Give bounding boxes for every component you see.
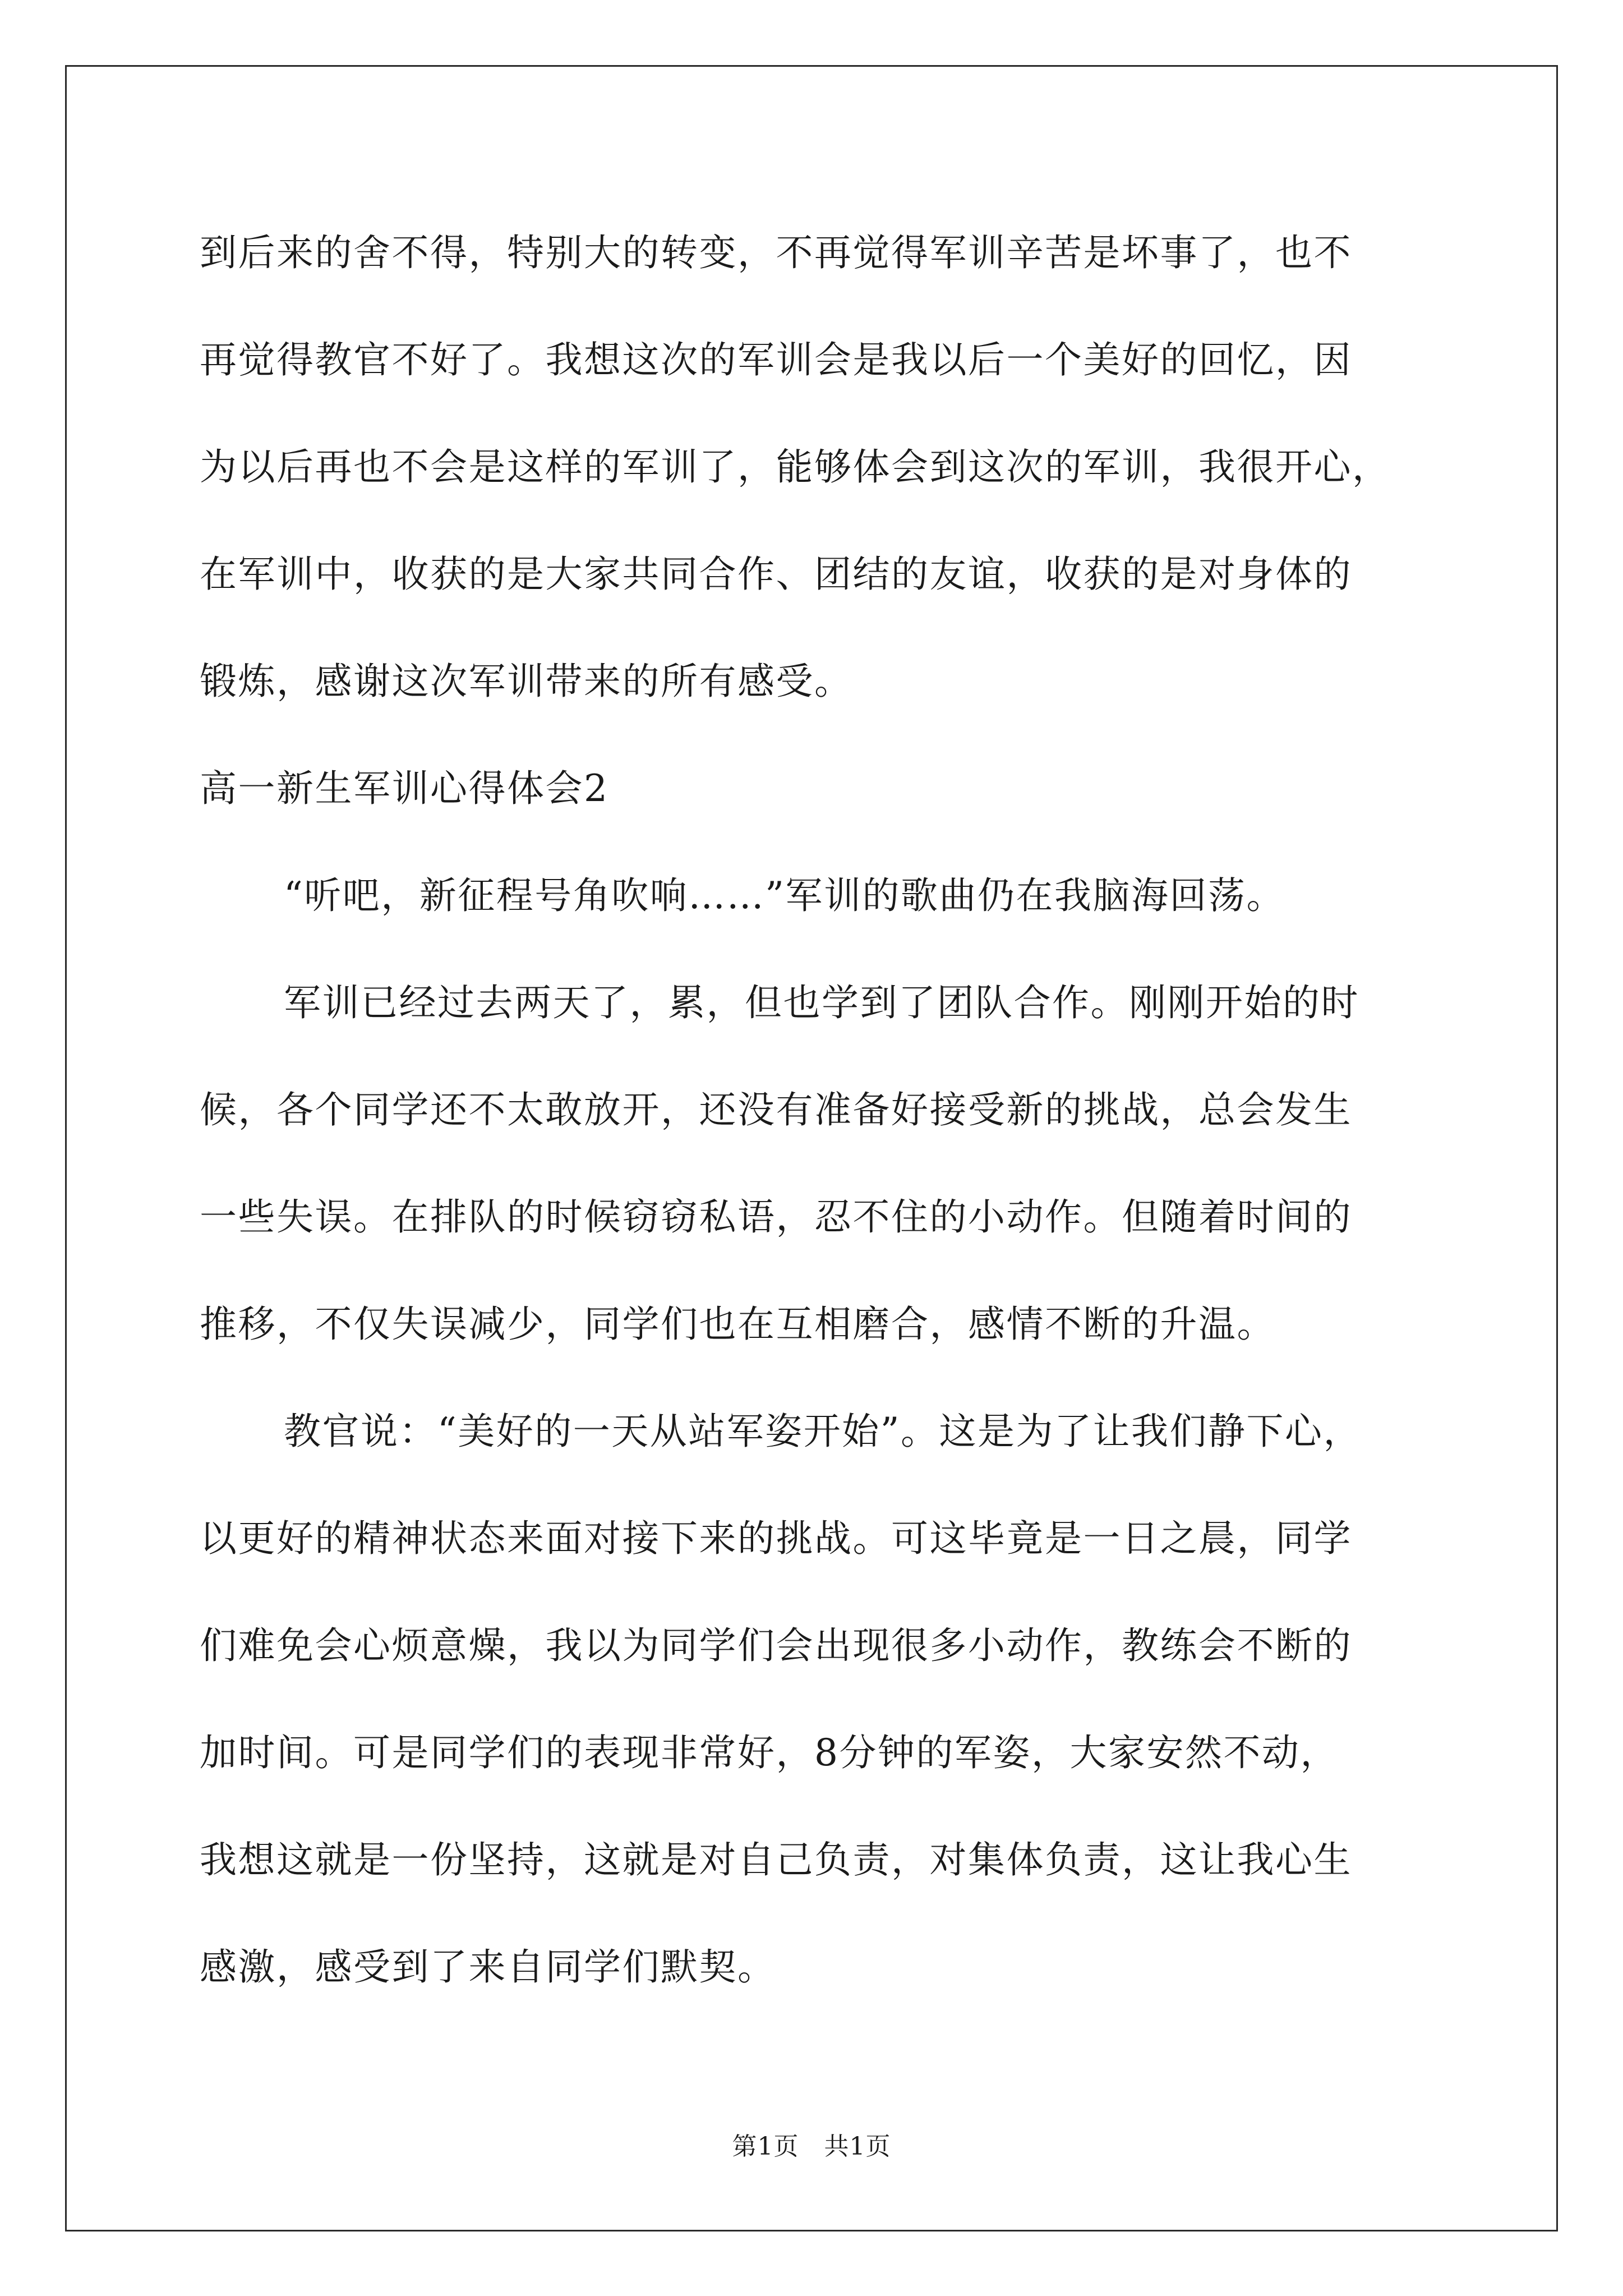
text-line-2: 再觉得教官不好了。我想这次的军训会是我以后一个美好的回忆，因 — [200, 338, 1352, 381]
text-line-1: 到后来的舍不得，特别大的转变，不再觉得军训辛苦是坏事了，也不 — [200, 231, 1352, 274]
text-line-14: 们难免会心烦意燥，我以为同学们会出现很多小动作，教练会不断的 — [200, 1624, 1352, 1667]
text-line-11: 推移，不仅失误减少，同学们也在互相磨合，感情不断的升温。 — [200, 1303, 1275, 1346]
text-line-15: 加时间。可是同学们的表现非常好，8分钟的军姿，大家安然不动， — [200, 1731, 1339, 1774]
text-line-8: 军训已经过去两天了，累，但也学到了团队合作。刚刚开始的时 — [284, 981, 1359, 1024]
page-footer — [0, 2126, 1623, 2162]
text-line-5: 锻炼，感谢这次军训带来的所有感受。 — [200, 660, 853, 703]
section-heading: 高一新生军训心得体会2 — [200, 767, 609, 810]
text-line-17: 感激，感受到了来自同学们默契。 — [200, 1945, 776, 1989]
text-line-10: 一些失误。在排队的时候窃窃私语，忍不住的小动作。但随着时间的 — [200, 1195, 1352, 1239]
text-line-12: 教官说：“美好的一天从站军姿开始”。这是为了让我们静下心， — [284, 1410, 1362, 1453]
text-line-16: 我想这就是一份坚持，这就是对自己负责，对集体负责，这让我心生 — [200, 1838, 1352, 1881]
total-pages: 共1页 — [824, 2132, 891, 2161]
text-line-7: “听吧，新征程号角吹响……”军训的歌曲仍在我脑海回荡。 — [284, 874, 1285, 917]
text-line-9: 候，各个同学还不太敢放开，还没有准备好接受新的挑战，总会发生 — [200, 1088, 1352, 1131]
text-line-13: 以更好的精神状态来面对接下来的挑战。可这毕竟是一日之晨，同学 — [200, 1517, 1352, 1560]
page-number: 第1页 — [732, 2132, 799, 2161]
text-line-3: 为以后再也不会是这样的军训了，能够体会到这次的军训，我很开心， — [200, 445, 1391, 489]
text-line-4: 在军训中，收获的是大家共同合作、团结的友谊，收获的是对身体的 — [200, 553, 1352, 596]
document-body — [200, 199, 1467, 2021]
